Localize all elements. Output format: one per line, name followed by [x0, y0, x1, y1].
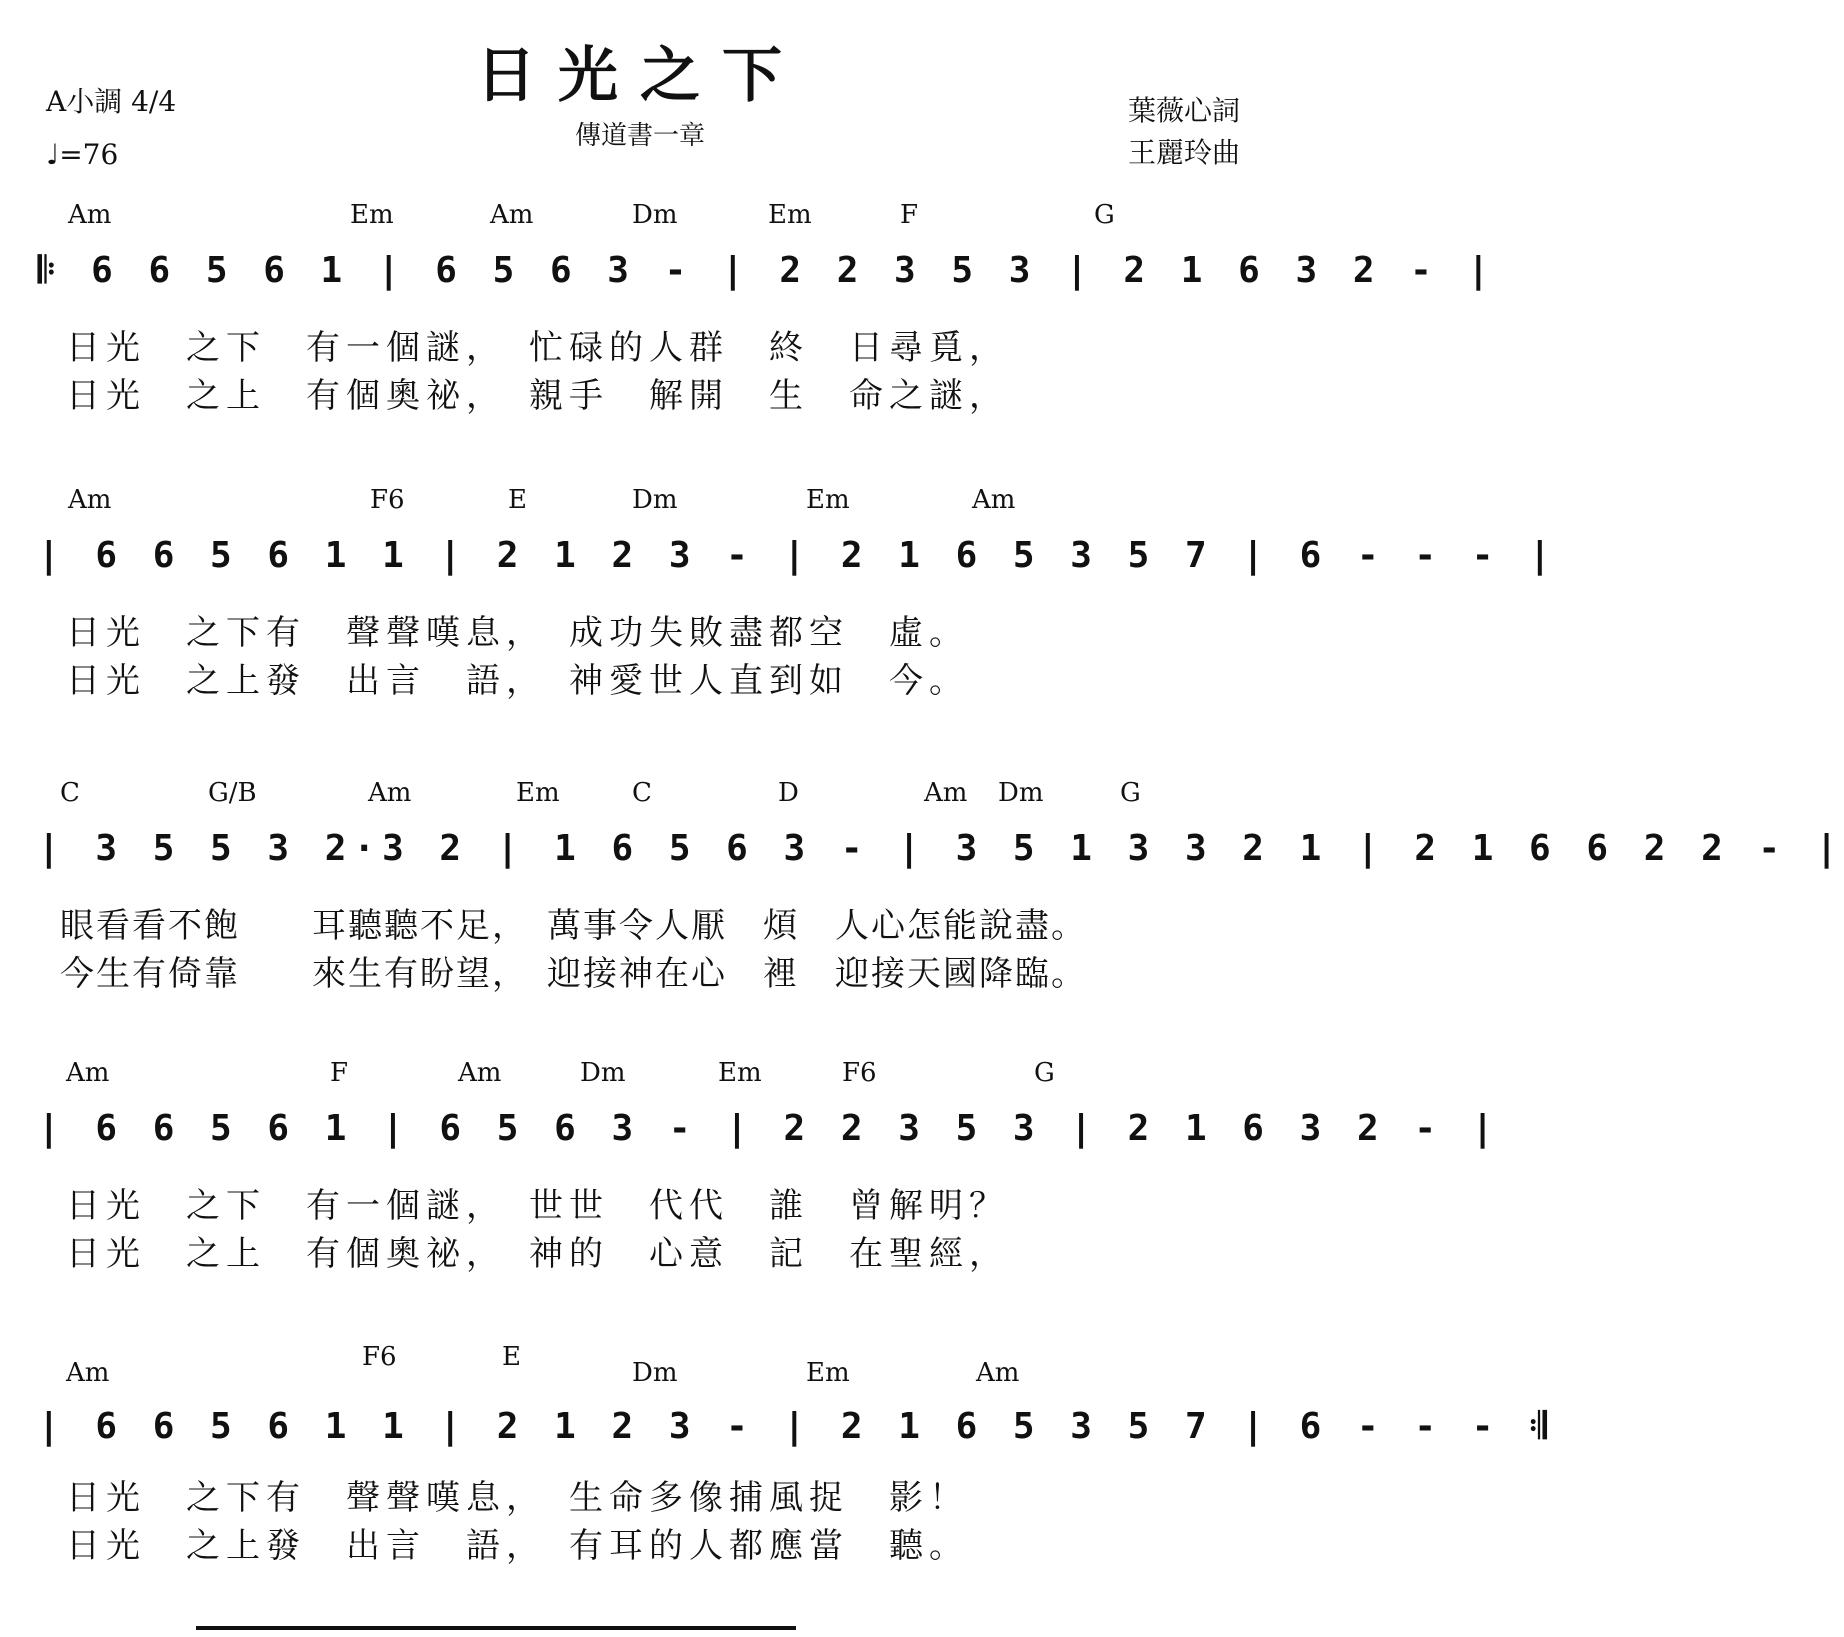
bottom-rule	[196, 1626, 796, 1630]
chord: G	[1034, 1058, 1055, 1088]
credits	[1128, 90, 1240, 174]
chord: Am	[68, 200, 112, 230]
notation-line: | 6 6 5 6 1 1 | 2 1 2 3 - | 2 1 6 5 3 5 7 | 6 - - - |	[38, 535, 1558, 576]
chord: D	[778, 778, 799, 808]
lyrics-verse-1: 日光 之下 有一個謎， 世世 代代 誰 曾解明？	[66, 1186, 1009, 1226]
chord: G	[1120, 778, 1141, 808]
notation-line: | 6 6 5 6 1 1 | 2 1 2 3 - | 2 1 6 5 3 5 7 | 6 - - - 𝄇	[38, 1406, 1554, 1447]
chord: Am	[368, 778, 412, 808]
chord: Am	[924, 778, 968, 808]
chord: C	[632, 778, 652, 808]
chord: Em	[806, 1358, 850, 1388]
chord: Dm	[998, 778, 1044, 808]
notation-line: 𝄆 6 6 5 6 1 | 6 5 6 3 - | 2 2 3 5 3 | 2 1 6 3 2 - |	[38, 250, 1497, 291]
notation-line: | 6 6 5 6 1 | 6 5 6 3 - | 2 2 3 5 3 | 2 1 6 3 2 - |	[38, 1108, 1501, 1149]
chord: Am	[68, 485, 112, 515]
chord: Am	[458, 1058, 502, 1088]
chord: C	[60, 778, 80, 808]
chord: Dm	[632, 200, 678, 230]
chord: Am	[66, 1358, 110, 1388]
key-signature: A小調 4/4	[46, 85, 177, 118]
composer: 王麗玲曲	[1127, 136, 1240, 169]
chord: Am	[66, 1058, 110, 1088]
lyrics-verse-1: 眼看看不飽 耳聽聽不足， 萬事令人厭 煩 人心怎能說盡。	[60, 906, 1087, 946]
lyrics-verse-2: 日光 之上 有個奧祕， 親手 解開 生 命之謎，	[66, 376, 1009, 416]
chord: Em	[806, 485, 850, 515]
song-title: 日光之下	[476, 41, 804, 111]
score-system-4	[0, 1058, 1501, 1318]
chord: Em	[718, 1058, 762, 1088]
lyrics-verse-2: 日光 之上發 出言 語， 神愛世人直到如 今。	[66, 661, 969, 701]
chord: F6	[362, 1342, 397, 1372]
chord: F	[900, 200, 919, 230]
score-system-3	[0, 778, 1844, 1038]
lyrics-verse-1: 日光 之下有 聲聲嘆息， 成功失敗盡都空 虛。	[66, 613, 969, 653]
chord: Dm	[632, 485, 678, 515]
chord: Em	[516, 778, 560, 808]
tempo-marking: ♩=76	[46, 138, 119, 171]
chord: Em	[350, 200, 394, 230]
chord: Em	[768, 200, 812, 230]
chord: G	[1094, 200, 1115, 230]
chord: Am	[972, 485, 1016, 515]
lyrics-verse-2: 日光 之上發 出言 語， 有耳的人都應當 聽。	[66, 1526, 969, 1566]
chord: F6	[370, 485, 405, 515]
lyricist: 葉薇心詞	[1127, 94, 1240, 127]
chord: G/B	[208, 778, 257, 808]
score-system-2	[0, 485, 1558, 745]
score-system-1	[0, 200, 1497, 460]
chord: F	[330, 1058, 349, 1088]
chord: Dm	[632, 1358, 678, 1388]
chord: E	[502, 1342, 521, 1372]
song-subtitle: 傳道書一章	[574, 121, 705, 151]
lyrics-verse-2: 今生有倚靠 來生有盼望， 迎接神在心 裡 迎接天國降臨。	[60, 954, 1087, 994]
chord: E	[508, 485, 527, 515]
chord: F6	[842, 1058, 877, 1088]
lyrics-verse-2: 日光 之上 有個奧祕， 神的 心意 記 在聖經，	[66, 1234, 1009, 1274]
chord: Am	[976, 1358, 1020, 1388]
lyrics-verse-1: 日光 之下 有一個謎， 忙碌的人群 終 日尋覓，	[66, 328, 1009, 368]
score-system-5	[0, 1342, 1554, 1610]
chord: Am	[490, 200, 534, 230]
chord: Dm	[580, 1058, 626, 1088]
lyrics-verse-1: 日光 之下有 聲聲嘆息， 生命多像捕風捉 影！	[66, 1478, 969, 1518]
notation-line: | 3 5 5 3 2·3 2 | 1 6 5 6 3 - | 3 5 1 3 3 2 1 | 2 1 6 6 2 2 - |	[38, 828, 1844, 869]
